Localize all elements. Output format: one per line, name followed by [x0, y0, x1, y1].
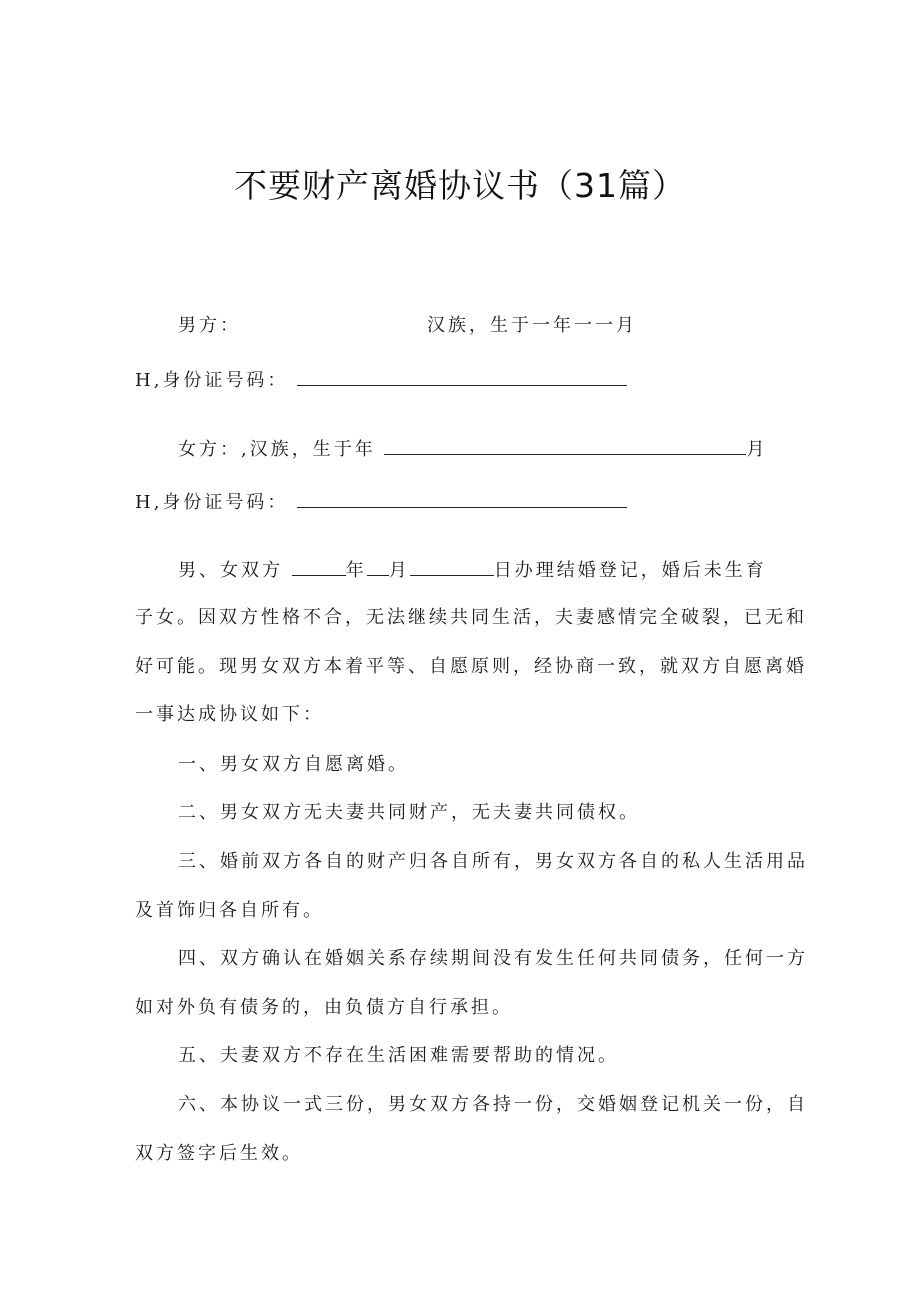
day-blank	[410, 557, 494, 576]
male-id-blank	[297, 367, 627, 386]
male-info-line	[178, 314, 241, 338]
clause-4-line-2: 如对外负有债务的，由负债方自行承担。	[135, 997, 513, 1018]
clause-1: 一、男女双方自愿离婚。	[178, 754, 409, 775]
intro-line-1	[178, 557, 767, 583]
intro-text-1: 男、女双方	[178, 560, 283, 581]
clause-6-line-1: 六、本协议一式三份，男女双方各持一份，交婚姻登记机关一份，自	[178, 1094, 808, 1115]
female-info-text: 女方：,汉族，生于年	[178, 439, 376, 460]
clause-2: 二、男女双方无夫妻共同财产，无夫妻共同债权。	[178, 802, 640, 823]
intro-month: 月	[388, 560, 410, 581]
clause-3-line-2: 及首饰归各自所有。	[135, 900, 324, 921]
female-info-line	[178, 436, 767, 462]
intro-year: 年	[345, 560, 367, 581]
male-id-label: H,身份证号码：	[135, 370, 289, 391]
intro-line-2: 子女。因双方性格不合，无法继续共同生活，夫妻感情完全破裂，已无和	[135, 607, 807, 628]
male-label: 男方：	[178, 315, 241, 336]
female-id-label: H,身份证号码：	[135, 492, 289, 513]
intro-line-4: 一事达成协议如下：	[135, 704, 324, 725]
female-id-blank	[297, 489, 627, 508]
male-ethnic-birth: 汉族，生于一年一一月	[427, 315, 637, 336]
female-birth-blank	[384, 436, 746, 455]
year-blank	[292, 557, 346, 576]
female-id-line	[135, 489, 627, 515]
clause-3-line-1: 三、婚前双方各自的财产归各自所有，男女双方各自的私人生活用品	[178, 851, 808, 872]
female-month-label: 月	[746, 439, 768, 460]
clause-5: 五、夫妻双方不存在生活困难需要帮助的情况。	[178, 1045, 619, 1066]
clause-4-line-1: 四、双方确认在婚姻关系存续期间没有发生任何共同债务，任何一方	[178, 948, 808, 969]
intro-line-3: 好可能。现男女双方本着平等、自愿原则，经协商一致，就双方自愿离婚	[135, 656, 807, 677]
male-id-line	[135, 367, 627, 393]
clause-6-line-2: 双方签字后生效。	[135, 1143, 303, 1164]
month-blank	[367, 557, 389, 576]
document-title: 不要财产离婚协议书（31篇）	[234, 166, 686, 205]
intro-text-2: 日办理结婚登记，婚后未生育	[493, 560, 767, 581]
